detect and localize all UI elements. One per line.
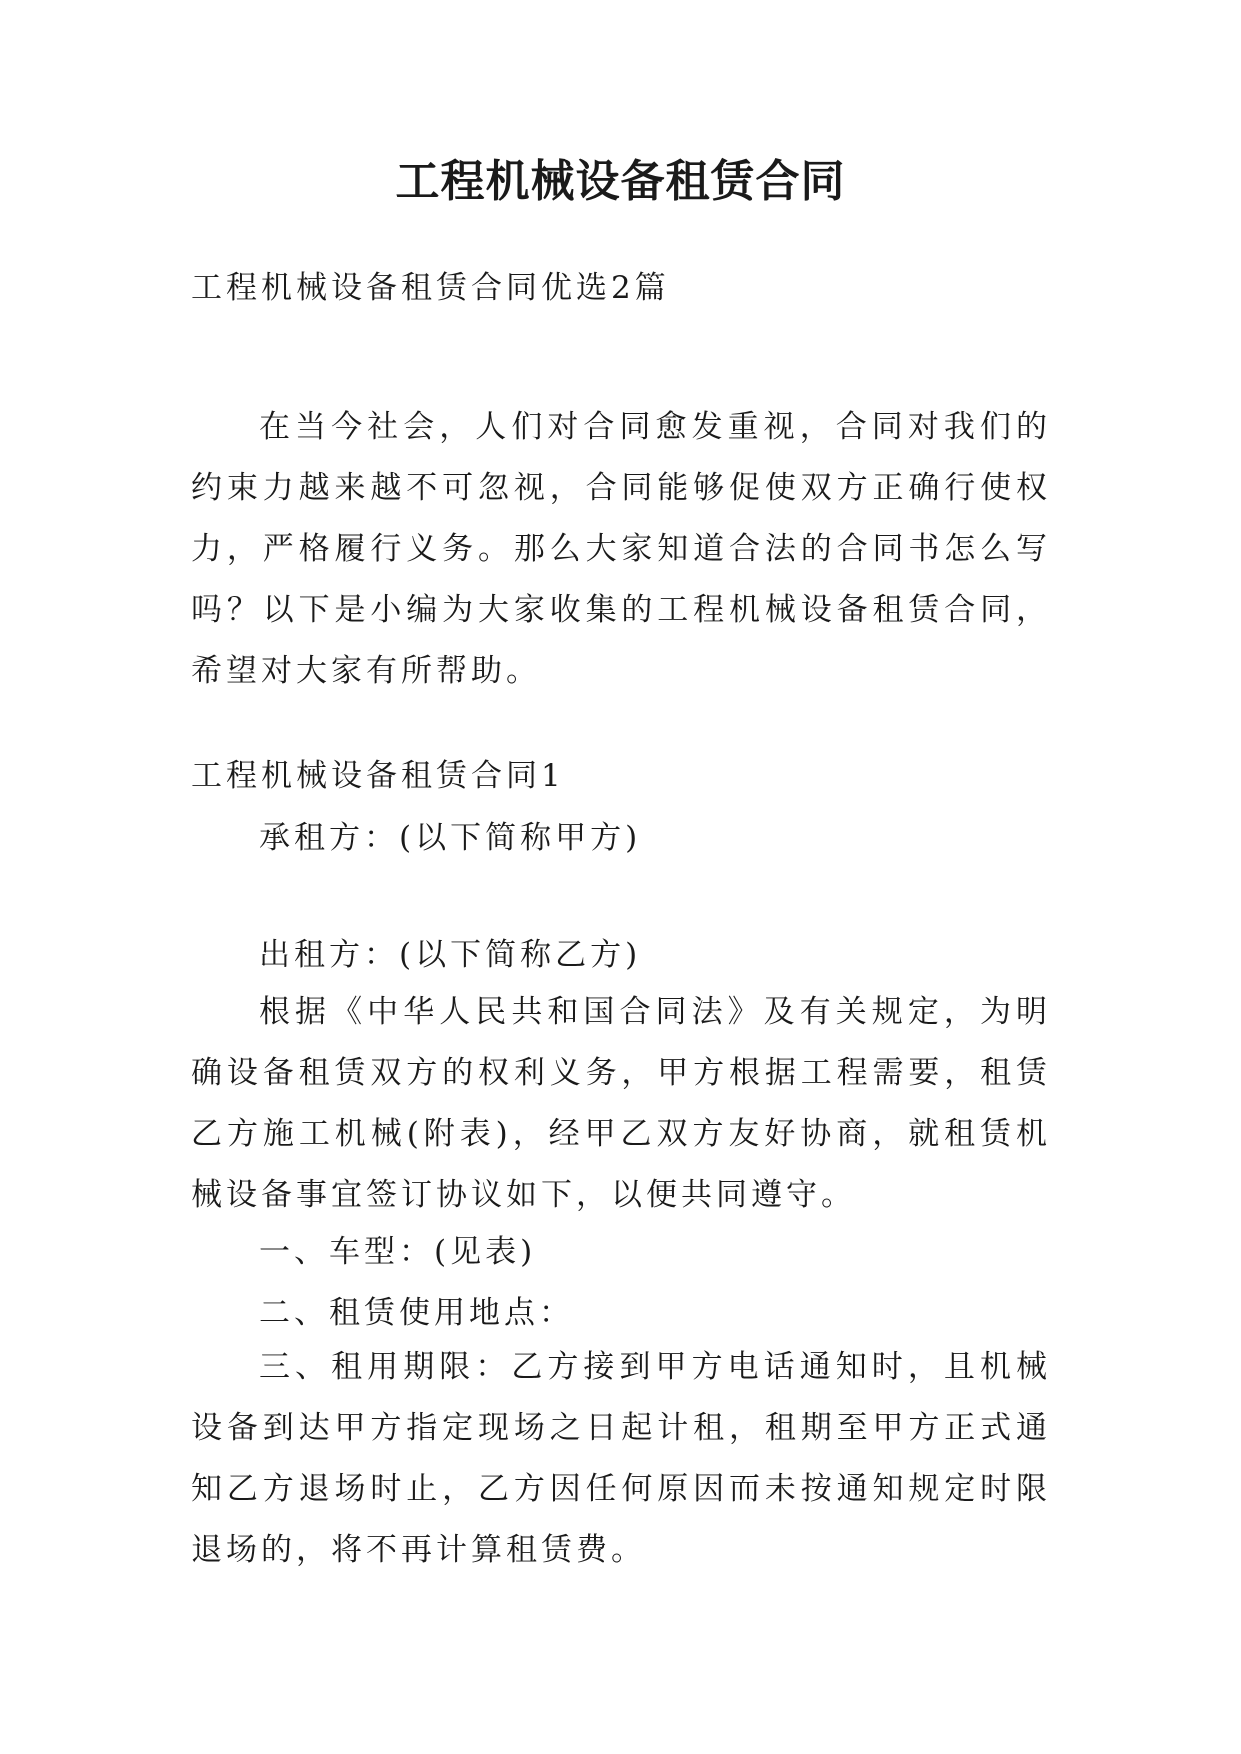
lessor-line: 出租方：(以下简称乙方) xyxy=(259,937,642,973)
intro-paragraph: 在当今社会，人们对合同愈发重视，合同对我们的约束力越来越不可忽视，合同能够促使双方正确行使权力，严格履行义务。那么大家知道合法的合同书怎么写吗？以下是小编为大家收集的工程机械设备租赁合同，希望对大家有所帮助。 xyxy=(191,409,1051,689)
lessee-line: 承租方：(以下简称甲方) xyxy=(259,820,642,856)
clause-usage-location: 二、租赁使用地点： xyxy=(259,1295,574,1331)
clause-lease-term: 三、租用期限：乙方接到甲方电话通知时，且机械设备到达甲方指定现场之日起计租，租期至甲方正式通知乙方退场时止，乙方因任何原因而未按通知规定时限退场的，将不再计算租赁费。 xyxy=(191,1349,1051,1568)
clause-vehicle-type: 一、车型：(见表) xyxy=(259,1234,537,1270)
section-heading: 工程机械设备租赁合同1 xyxy=(191,758,565,794)
basis-paragraph: 根据《中华人民共和国合同法》及有关规定，为明确设备租赁双方的权利义务，甲方根据工程需要，租赁乙方施工机械(附表)，经甲乙双方友好协商，就租赁机械设备事宜签订协议如下，以便共同遵守。 xyxy=(191,994,1051,1213)
document-subtitle: 工程机械设备租赁合同优选2篇 xyxy=(191,270,670,306)
document-title: 工程机械设备租赁合同 xyxy=(395,156,846,207)
